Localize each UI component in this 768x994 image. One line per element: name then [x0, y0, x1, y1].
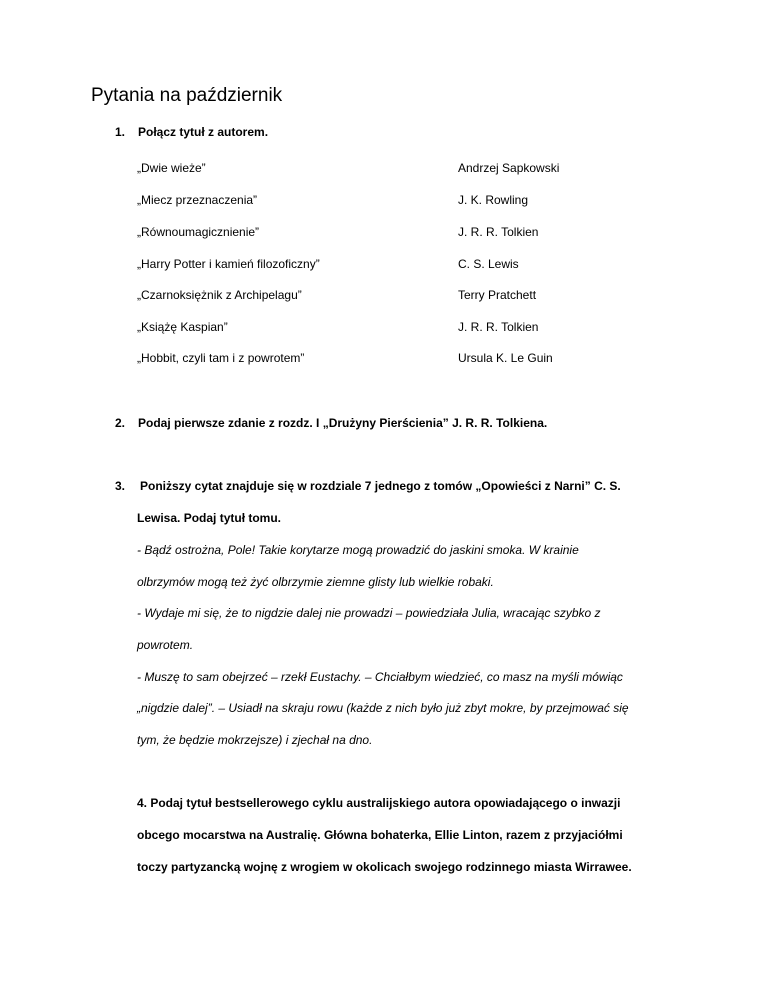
- match-title: „Hobbit, czyli tam i z powrotem”: [137, 351, 305, 365]
- question-1-text: Połącz tytuł z autorem.: [138, 125, 269, 139]
- quote-line: - Muszę to sam obejrzeć – rzekł Eustachy. – Chciałbym wiedzieć, co masz na myśli mówiąc: [137, 670, 623, 684]
- match-title: „Książę Kaspian”: [137, 320, 228, 334]
- match-title: „Harry Potter i kamień filozoficzny”: [137, 257, 320, 271]
- match-title: „Miecz przeznaczenia”: [137, 193, 258, 207]
- match-author: J. R. R. Tolkien: [458, 320, 539, 334]
- quote-line: powrotem.: [137, 638, 194, 652]
- quote-line: - Bądź ostrożna, Pole! Takie korytarze mogą prowadzić do jaskini smoka. W krainie: [137, 543, 579, 557]
- match-author: J. K. Rowling: [458, 193, 529, 207]
- quote-line: - Wydaje mi się, że to nigdzie dalej nie prowadzi – powiedziała Julia, wracając szybko z: [137, 606, 601, 620]
- question-4-line-1: 4. Podaj tytuł bestsellerowego cyklu australijskiego autora opowiadającego o inwazji: [137, 796, 621, 810]
- page-title: Pytania na październik: [91, 85, 283, 106]
- match-author: Terry Pratchett: [458, 288, 537, 302]
- question-4-line-3: toczy partyzancką wojnę z wrogiem w okolicach swojego rodzinnego miasta Wirrawee.: [137, 860, 632, 874]
- quote-line: tym, że będzie mokrzejsze) i zjechał na dno.: [137, 733, 373, 747]
- question-3-number: 3.: [115, 479, 126, 493]
- question-3-text-line-2: Lewisa. Podaj tytuł tomu.: [137, 511, 282, 525]
- match-author: J. R. R. Tolkien: [458, 225, 539, 239]
- quote-line: „nigdzie dalej”. – Usiadł na skraju rowu (każde z nich było już zbyt mokre, by przejmować się: [137, 701, 629, 715]
- match-title: „Czarnoksiężnik z Archipelagu”: [137, 288, 302, 302]
- question-2-number: 2.: [115, 416, 126, 430]
- question-2-text: Podaj pierwsze zdanie z rozdz. I „Drużyny Pierścienia” J. R. R. Tolkiena.: [138, 416, 548, 430]
- question-1-number: 1.: [115, 125, 126, 139]
- quote-line: olbrzymów mogą też żyć olbrzymie ziemne glisty lub wielkie robaki.: [137, 575, 494, 589]
- question-3-text-line-1: Poniższy cytat znajduje się w rozdziale 7 jednego z tomów „Opowieści z Narni” C. S.: [140, 479, 621, 493]
- match-title: „Równoumagicznienie”: [137, 225, 260, 239]
- question-4-line-2: obcego mocarstwa na Australię. Główna bohaterka, Ellie Linton, razem z przyjaciółmi: [137, 828, 623, 842]
- match-author: Andrzej Sapkowski: [458, 161, 560, 175]
- match-author: C. S. Lewis: [458, 257, 519, 271]
- match-title: „Dwie wieże”: [137, 161, 206, 175]
- match-author: Ursula K. Le Guin: [458, 351, 553, 365]
